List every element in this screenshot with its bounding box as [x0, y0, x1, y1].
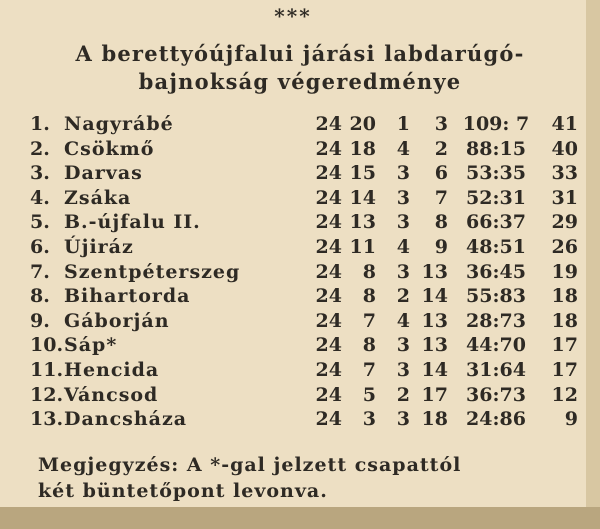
- drawn-cell: 4: [396, 235, 410, 258]
- played-cell: 24: [315, 162, 342, 185]
- drawn-cell: 4: [396, 309, 410, 332]
- goals-cell: 55:83: [466, 285, 526, 308]
- position-cell: 8.: [30, 285, 50, 308]
- played-cell: 24: [315, 285, 342, 308]
- team-name-cell: Váncsod: [64, 383, 159, 406]
- drawn-cell: 3: [396, 334, 410, 357]
- played-cell: 24: [315, 383, 342, 406]
- drawn-cell: 3: [396, 260, 410, 283]
- lost-cell: 18: [421, 408, 448, 431]
- footnote: [38, 452, 578, 504]
- won-cell: 20: [349, 113, 376, 135]
- won-cell: 7: [362, 358, 376, 381]
- drawn-cell: 3: [396, 408, 410, 431]
- team-name-cell: Darvas: [64, 162, 143, 185]
- team-name-cell: Sáp*: [64, 334, 118, 357]
- won-cell: 14: [349, 186, 376, 209]
- page-edge: [0, 507, 600, 529]
- points-cell: 17: [551, 358, 578, 381]
- team-name-cell: Csökmő: [64, 137, 155, 160]
- table-row: [0, 235, 586, 260]
- won-cell: 5: [362, 383, 376, 406]
- played-cell: 24: [315, 309, 342, 332]
- won-cell: 15: [349, 162, 376, 185]
- team-name-cell: Szentpéterszeg: [64, 260, 241, 283]
- section-separator-stars: ***: [274, 4, 312, 28]
- title-line-2: bajnokság végeredménye: [138, 69, 462, 94]
- footnote-line-2: két büntetőpont levonva.: [38, 480, 328, 502]
- played-cell: 24: [315, 137, 342, 160]
- played-cell: 24: [315, 358, 342, 381]
- position-cell: 11.: [30, 358, 64, 381]
- won-cell: 8: [362, 285, 376, 308]
- table-row: [0, 407, 586, 432]
- won-cell: 18: [349, 137, 376, 160]
- position-cell: 4.: [30, 186, 50, 209]
- lost-cell: 9: [434, 235, 448, 258]
- drawn-cell: 2: [396, 285, 410, 308]
- team-name-cell: Gáborján: [64, 309, 170, 332]
- won-cell: 13: [349, 211, 376, 234]
- played-cell: 24: [315, 334, 342, 357]
- position-cell: 3.: [30, 162, 50, 185]
- goals-cell: 66:37: [466, 211, 526, 234]
- drawn-cell: 3: [396, 358, 410, 381]
- points-cell: 41: [551, 113, 578, 135]
- points-cell: 18: [551, 285, 578, 308]
- article-title: [40, 40, 560, 96]
- position-cell: 9.: [30, 309, 50, 332]
- team-name-cell: B.-újfalu II.: [64, 211, 201, 234]
- goals-cell: 36:73: [466, 383, 526, 406]
- lost-cell: 7: [434, 186, 448, 209]
- goals-cell: 36:45: [466, 260, 526, 283]
- points-cell: 12: [551, 383, 578, 406]
- drawn-cell: 3: [396, 162, 410, 185]
- position-cell: 13.: [30, 408, 64, 431]
- title-line-1: A berettyóújfalui járási labdarúgó-: [75, 41, 525, 66]
- played-cell: 24: [315, 113, 342, 135]
- table-row: [0, 137, 586, 162]
- team-name-cell: Zsáka: [64, 186, 132, 209]
- lost-cell: 17: [421, 383, 448, 406]
- won-cell: 8: [362, 334, 376, 357]
- won-cell: 11: [349, 235, 376, 258]
- lost-cell: 13: [421, 309, 448, 332]
- lost-cell: 2: [434, 137, 448, 160]
- table-row: [0, 161, 586, 186]
- goals-cell: 52:31: [466, 186, 526, 209]
- standings-table: [0, 112, 586, 432]
- points-cell: 31: [551, 186, 578, 209]
- position-cell: 6.: [30, 235, 50, 258]
- footnote-line-1: Megjegyzés: A *-gal jelzett csapattól: [38, 454, 462, 476]
- won-cell: 8: [362, 260, 376, 283]
- position-cell: 12.: [30, 383, 64, 406]
- drawn-cell: 2: [396, 383, 410, 406]
- won-cell: 7: [362, 309, 376, 332]
- points-cell: 19: [551, 260, 578, 283]
- table-row: [0, 309, 586, 334]
- goals-cell: 44:70: [466, 334, 526, 357]
- lost-cell: 14: [421, 285, 448, 308]
- team-name-cell: Nagyrábé: [64, 113, 174, 135]
- table-row: [0, 112, 586, 137]
- table-row: [0, 383, 586, 408]
- table-row: [0, 186, 586, 211]
- lost-cell: 14: [421, 358, 448, 381]
- goals-cell: 28:73: [466, 309, 526, 332]
- goals-cell: 31:64: [466, 358, 526, 381]
- played-cell: 24: [315, 211, 342, 234]
- points-cell: 26: [551, 235, 578, 258]
- played-cell: 24: [315, 260, 342, 283]
- points-cell: 29: [551, 211, 578, 234]
- position-cell: 10.: [30, 334, 64, 357]
- lost-cell: 13: [421, 334, 448, 357]
- goals-cell: 24:86: [466, 408, 526, 431]
- goals-cell: 53:35: [466, 162, 526, 185]
- points-cell: 17: [551, 334, 578, 357]
- points-cell: 18: [551, 309, 578, 332]
- table-row: [0, 284, 586, 309]
- goals-cell: 109: 7: [462, 113, 530, 135]
- position-cell: 7.: [30, 260, 50, 283]
- lost-cell: 3: [434, 113, 448, 135]
- drawn-cell: 4: [396, 137, 410, 160]
- won-cell: 3: [362, 408, 376, 431]
- drawn-cell: 1: [396, 113, 410, 135]
- lost-cell: 13: [421, 260, 448, 283]
- lost-cell: 6: [434, 162, 448, 185]
- points-cell: 40: [551, 137, 578, 160]
- position-cell: 5.: [30, 211, 50, 234]
- played-cell: 24: [315, 408, 342, 431]
- drawn-cell: 3: [396, 186, 410, 209]
- team-name-cell: Újiráz: [64, 235, 134, 258]
- played-cell: 24: [315, 235, 342, 258]
- team-name-cell: Hencida: [64, 358, 160, 381]
- table-row: [0, 210, 586, 235]
- goals-cell: 88:15: [466, 137, 526, 160]
- points-cell: 9: [564, 408, 578, 431]
- team-name-cell: Bihartorda: [64, 285, 191, 308]
- position-cell: 2.: [30, 137, 50, 160]
- table-row: [0, 358, 586, 383]
- played-cell: 24: [315, 186, 342, 209]
- team-name-cell: Dancsháza: [64, 408, 188, 431]
- goals-cell: 48:51: [466, 235, 526, 258]
- lost-cell: 8: [434, 211, 448, 234]
- table-row: [0, 260, 586, 285]
- table-row: [0, 333, 586, 358]
- points-cell: 33: [551, 162, 578, 185]
- position-cell: 1.: [30, 113, 50, 135]
- drawn-cell: 3: [396, 211, 410, 234]
